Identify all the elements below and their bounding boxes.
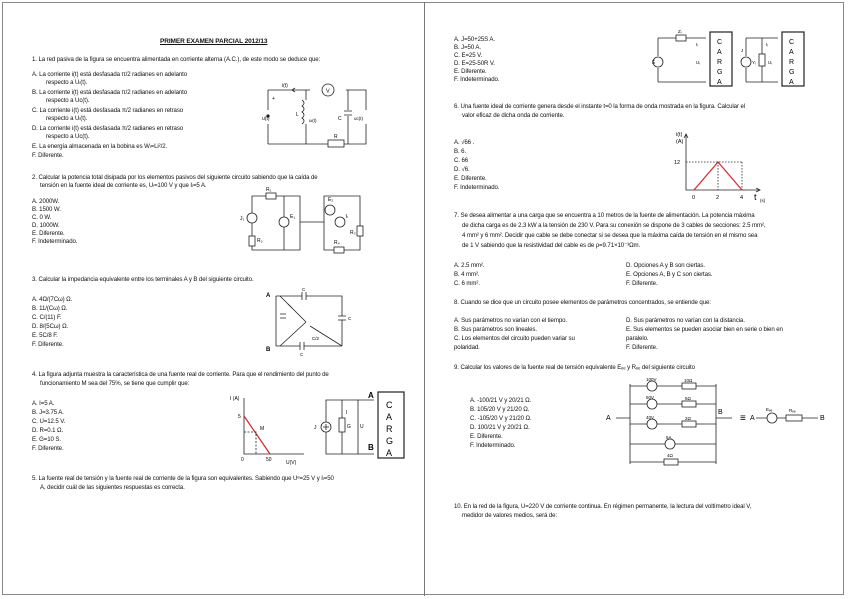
- tick-5: 5: [238, 414, 241, 420]
- carga-letter: C: [717, 39, 723, 46]
- q6-option: C. 66: [454, 157, 469, 164]
- capacitor-voltage-label: uᴄ(t): [354, 116, 363, 121]
- resistor-5: 5Ω: [685, 396, 691, 401]
- resistor-label: R: [334, 134, 338, 140]
- tick-0: 0: [241, 457, 244, 463]
- q7-option: F. Diferente.: [626, 280, 658, 287]
- u-label: U: [360, 424, 364, 430]
- i-axis-label: I (A): [230, 396, 240, 402]
- zi-label: Zᵢ: [678, 29, 682, 34]
- yi-label: Yᵢ: [752, 60, 756, 65]
- ig-label: Iₗ: [346, 214, 349, 220]
- q1-option: C. La corriente i(t) está desfasada π/2 radianes en retraso: [32, 107, 184, 114]
- q6-option: B. 6.: [454, 148, 467, 155]
- q7-option: E. Opciones A, B y C son ciertas.: [626, 271, 713, 278]
- terminal-a: A: [750, 415, 755, 422]
- terminal-b: B: [820, 415, 825, 422]
- page-divider: [424, 2, 425, 596]
- capacitor-half-label: C/2: [312, 336, 320, 341]
- carga-letter: C: [386, 400, 393, 410]
- q1-option: respecto a Uᴄ(t).: [46, 133, 90, 140]
- q3-stem: 3. Calcular la impedancia equivalente entre los terminales A y B del siguiente circuito.: [32, 276, 254, 283]
- q1-circuit-figure: [262, 80, 372, 152]
- q7-option: D. Opciones A y B son ciertas.: [626, 262, 705, 269]
- q8-option: C. Los elementos del circuito pueden variar su: [454, 335, 575, 342]
- capacitor-label: C: [300, 352, 304, 357]
- resistor-2: 2Ω: [685, 416, 691, 421]
- tick-0: 0: [692, 195, 696, 201]
- q9-option: B. 105/20 V y 21/20 Ω.: [470, 406, 530, 413]
- carga-letter: C: [789, 39, 795, 46]
- q1-stem: 1. La red pasiva de la figura se encuentra alimentada en corriente alterna (A.C.), de este modo se deduce que:: [32, 56, 321, 63]
- point-m: M: [260, 426, 265, 432]
- r4-label: R₄: [334, 240, 340, 246]
- x-axis-unit: (s): [760, 198, 766, 203]
- q6-option: F. Indeterminado.: [454, 184, 500, 191]
- q5-stem-cont: A, decidir cuál de las siguientes respuestas es correcta.: [40, 484, 185, 491]
- q6-stem: 6. Una fuente ideal de corriente genera desde el instante t=0 la forma de onda mostrada en la figura. Calcular el: [454, 103, 746, 110]
- q1-option: respecto a Uₗ(t).: [46, 79, 88, 86]
- q1-option: respecto a Uₗ(t).: [46, 115, 88, 122]
- q6-waveform-graph: [672, 128, 768, 204]
- q3-option: F. Diferente.: [32, 341, 64, 348]
- q7-option: A. 2.5 mm².: [454, 262, 485, 269]
- r3-label: R₃: [350, 230, 356, 236]
- q5-option: E. Diferente.: [454, 68, 487, 75]
- q7-stem: 7. Se desea alimentar a una carga que se encuentra a 10 metros de la fuente de alimentación. La potencia máxima: [454, 212, 755, 219]
- q1-option: E. La energía almacenada en la bobina es Wₗ=Li²/2.: [32, 143, 168, 150]
- source-label: u(t): [262, 116, 270, 122]
- source-50v: 50V: [646, 395, 655, 400]
- q2-option: F. Indeterminado.: [32, 238, 78, 245]
- q2-stem-cont: tensión en la fuente ideal de corriente es, Uₗ=100 V y que Iₗ=5 A.: [40, 182, 207, 189]
- q6-option: A. √66 .: [454, 139, 475, 146]
- q6-option: D. √6.: [454, 166, 470, 173]
- ii-label: Iᵢ: [766, 42, 768, 47]
- q1-option: B. La corriente i(t) está desfasada π/2 radianes en adelanto: [32, 89, 188, 96]
- terminal-a: A: [606, 415, 611, 422]
- source-40v: 40V: [646, 415, 655, 420]
- q2-stem: 2. Calcular la potencia total disipada por los elementos pasivos del siguiente circuito sabiendo que la caída de: [32, 174, 318, 181]
- q3-option: B. 11/(Cω) Ω.: [32, 305, 68, 312]
- q4-stem: 4. La figura adjunta muestra la característica de una fuente real de corriente. Para que el rendimiento del punto de: [32, 371, 329, 378]
- q1-option: D. La corriente i(t) está desfasada π/2 radianes en retraso: [32, 125, 184, 132]
- e1-label: E₁: [290, 214, 296, 220]
- equivalence-sign: ≡: [740, 413, 746, 424]
- inductor-voltage-label: uₗ(t): [309, 118, 317, 123]
- e2-label: E₂: [328, 197, 334, 203]
- carga-letter: R: [789, 59, 795, 66]
- terminal-a: A: [368, 391, 374, 400]
- carga-letter: G: [386, 436, 394, 446]
- q5-option: F. Indeterminado.: [454, 76, 500, 83]
- carga-letter: A: [717, 49, 722, 56]
- terminal-b: B: [368, 443, 374, 452]
- capacitor-label: C: [348, 316, 352, 321]
- q9-stem: 9. Calcular los valores de la fuente real de tensión equivalente Eₑₑ y Rₑₑ del siguiente circuito: [454, 364, 695, 371]
- capacitor-label: C: [338, 116, 342, 122]
- q9-circuit-figure: [606, 378, 828, 472]
- carga-letter: R: [717, 59, 723, 66]
- req-label: Rₑₑ: [789, 408, 796, 413]
- carga-letter: A: [386, 448, 393, 458]
- q5-stem: 5. La fuente real de tensión y la fuente real de corriente de la figura son equivalentes. Sabiendo que Uᵉ=25 V y Iₗ=50: [32, 475, 334, 482]
- q2-option: B. 1500 W.: [32, 206, 61, 213]
- q5-voltage-source-figure: [652, 30, 742, 88]
- q4-source-figure: [312, 388, 418, 462]
- tick-4: 4: [740, 195, 744, 201]
- inductor-label: L: [296, 112, 299, 118]
- q8-stem: 8. Cuando se dice que un circuito posee elementos de parámetros concentrados, se entiende que:: [454, 299, 711, 306]
- q2-circuit-figure: [240, 188, 370, 258]
- q8-option: E. Sus elementos se pueden asociar bien en serie o bien en: [626, 326, 783, 333]
- q2-option: E. Diferente.: [32, 230, 65, 237]
- q9-option: C. -105/20 V y 21/20 Ω.: [470, 415, 532, 422]
- carga-letter: R: [386, 424, 393, 434]
- q3-option: E. 5C/8 F.: [32, 332, 58, 339]
- q4-option: C. U=12.5 V.: [32, 418, 66, 425]
- q3-circuit-figure: [266, 288, 356, 358]
- q1-option: F. Diferente.: [32, 152, 64, 159]
- q1-option: respecto a Uᴄ(t).: [46, 97, 90, 104]
- q4-option: F. Diferente.: [32, 445, 64, 452]
- r2-label: R₂: [257, 238, 263, 244]
- tick-50: 50: [266, 457, 272, 463]
- q8-option: D. Sus parámetros no varían con la distancia.: [626, 317, 745, 324]
- q6-option: E. Diferente.: [454, 175, 487, 182]
- current-label: i(t): [282, 83, 288, 89]
- q8-option: A. Sus parámetros no varían con el tiempo.: [454, 317, 567, 324]
- carga-letter: A: [386, 412, 393, 422]
- terminal-b: B: [718, 409, 723, 416]
- q8-option: F. Diferente.: [626, 344, 658, 351]
- q2-option: C. 0 W.: [32, 214, 52, 221]
- source-100v: 100V: [646, 377, 657, 382]
- voltmeter-label: V: [326, 88, 330, 95]
- q3-option: D. 8/(5Cω) Ω.: [32, 323, 69, 330]
- q5-current-source-figure: [742, 30, 808, 88]
- j-label: J: [741, 48, 744, 53]
- q10-stem: 10. En la red de la figura, U=220 V de corriente continua. En régimen permanente, la lectura del voltímetro ideal V,: [454, 503, 752, 510]
- terminal-a: A: [266, 293, 271, 299]
- q3-option: C. C/(11) F.: [32, 314, 62, 321]
- plus-sign: +: [272, 96, 275, 102]
- exam-title: PRIMER EXAMEN PARCIAL 2012/13: [160, 38, 268, 45]
- q4-option: A. I=5 A.: [32, 400, 55, 407]
- q2-option: D. 1000W.: [32, 222, 60, 229]
- y-axis-unit: (A): [676, 139, 684, 145]
- eeq-label: Eₑₑ: [766, 407, 773, 412]
- source-5a: 5A: [666, 435, 672, 440]
- q5-option: B. J=50 A.: [454, 44, 481, 51]
- q5-option: A. J=50+25S A.: [454, 36, 495, 43]
- q7-stem-cont: de 1 V sabiendo que la resistividad del cable es de ρ=9.71×10⁻³Ωm.: [462, 242, 641, 249]
- y-axis-label: i(t): [676, 132, 683, 138]
- q8-option: B. Sus parámetros son lineales.: [454, 326, 537, 333]
- ii-label: Iᵢ: [696, 42, 698, 47]
- q8-option: polaridad.: [454, 344, 480, 351]
- q4-option: D. R=0.1 Ω.: [32, 427, 64, 434]
- u-axis-label: U(V): [286, 460, 297, 466]
- ui-label: Uᵢ: [696, 60, 700, 65]
- tick-2: 2: [716, 195, 720, 201]
- q9-option: D. 100/21 V y 20/21 Ω.: [470, 424, 530, 431]
- q4-stem-cont: funcionamiento M sea del 75%, se tiene que cumplir que:: [40, 380, 190, 387]
- q4-option: B. J=3.75 A.: [32, 409, 64, 416]
- carga-letter: A: [717, 79, 722, 86]
- e-label: E: [652, 60, 656, 66]
- r1-label: R₁: [266, 187, 272, 193]
- q2-option: A. 2000W.: [32, 198, 60, 205]
- q10-stem-cont: medidor de valores medios, será de:: [462, 512, 558, 519]
- q9-option: F. Indeterminado.: [470, 442, 516, 449]
- q1-option: A. La corriente i(t) está desfasada π/2 radianes en adelanto: [32, 71, 188, 78]
- q4-option: E. G=10 S.: [32, 436, 61, 443]
- q4-characteristic-graph: [230, 394, 310, 466]
- q8-option: paralelo.: [626, 335, 649, 342]
- carga-letter: A: [789, 79, 794, 86]
- carga-letter: A: [789, 49, 794, 56]
- q9-option: E. Diferente.: [470, 433, 503, 440]
- q5-option: D. E=25-50R V.: [454, 60, 495, 67]
- tick-12: 12: [674, 160, 681, 166]
- carga-letter: G: [717, 69, 723, 76]
- q7-option: C. 6 mm².: [454, 280, 480, 287]
- q9-option: A. -100/21 V y 20/21 Ω.: [470, 397, 532, 404]
- q7-stem-cont: de dicha carga es de 2.3 kW a la tensión de 230 V. Para su conexión se dispone de 3 cables de secciones: 2.5 mm²,: [462, 222, 766, 229]
- x-axis-label: t: [754, 192, 757, 202]
- carga-letter: G: [789, 69, 795, 76]
- q3-option: A. 4Ω/(7Cω) Ω.: [32, 296, 73, 303]
- q5-option: C. E=25 V.: [454, 52, 483, 59]
- j1-label: J₁: [240, 216, 245, 222]
- capacitor-label: C: [302, 287, 306, 292]
- resistor-4: 4Ω: [667, 453, 673, 458]
- i-label: I: [346, 410, 348, 416]
- terminal-b: B: [266, 347, 271, 353]
- resistor-10: 10Ω: [684, 378, 693, 383]
- q6-stem-cont: valor eficaz de dicha onda de corriente.: [462, 112, 565, 119]
- j-label: J: [314, 425, 317, 431]
- ui-label: Uᵢ: [768, 60, 772, 65]
- q7-option: B. 4 mm².: [454, 271, 480, 278]
- q7-stem-cont: 4 mm² y 6 mm². Decidir que cable se debe conectar si se desea que la máxima caída de tensión en el mismo sea: [462, 232, 758, 239]
- g-label: G: [347, 424, 351, 430]
